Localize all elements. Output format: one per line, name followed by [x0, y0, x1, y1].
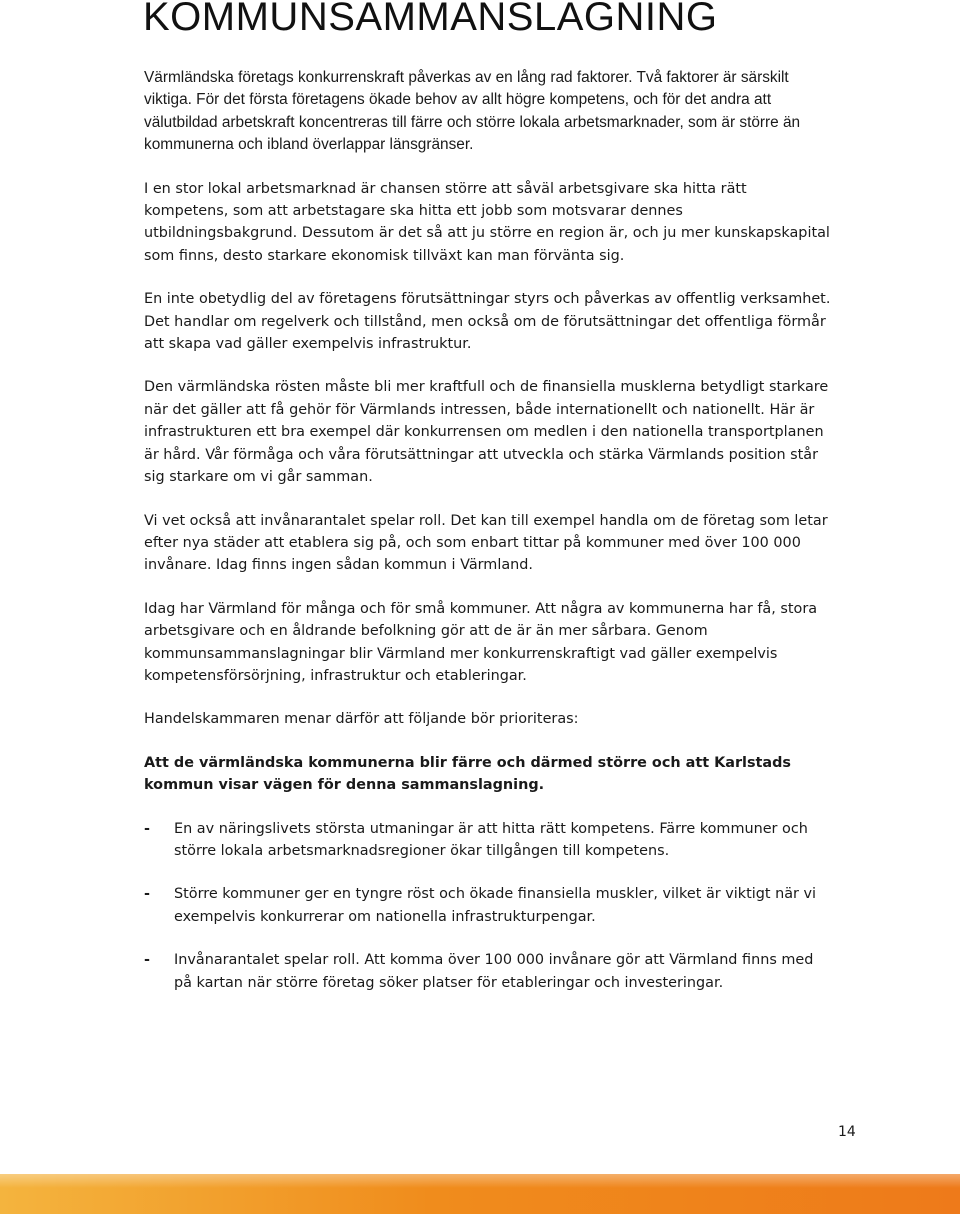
paragraph-public-sector: En inte obetydlig del av företagens förutsättningar styrs och påverkas av offentlig verksamhet. Det handlar om regelverk och tillstånd, men också om de förutsättningar det offentliga förmår att skapa vad gäller exempelvis infrastruktur.: [144, 291, 831, 353]
paragraph-voice: Den värmländska rösten måste bli mer kraftfull och de finansiella musklerna betydligt starkare när det gäller att få gehör för Värmlands intressen, både internationellt och nationellt. Här är infrastrukturen ett bra exempel där konkurrensen om medlen i den nationella transportplanen är hård. Vår förmåga och våra förutsättningar att utveckla och stärka Värmlands position står sig starkare om vi går samman.: [144, 379, 829, 486]
paragraph-population: Vi vet också att invånarantalet spelar roll. Det kan till exempel handla om de företag som letar efter nya städer att etablera sig på, och som enbart tittar på kommuner med över 100 000 invånare. Idag finns ingen sådan kommun i Värmland.: [144, 512, 828, 574]
priority-bullet-list: [144, 818, 834, 994]
list-item-text: Större kommuner ger en tyngre röst och ökade finansiella muskler, vilket är viktigt när vi exempelvis konkurrerar om nationella infrastrukturpengar.: [174, 886, 817, 925]
list-item: [144, 818, 834, 863]
bullet-dash: -: [144, 820, 150, 837]
paragraph-intro: Värmländska företags konkurrenskraft påverkas av en lång rad faktorer. Två faktorer är särskilt viktiga. För det första företagens ökade behov av allt högre kompetens, och för det andra att välutbildad arbetskraft koncentreras till färre och större lokala arbetsmarknader, som är större än kommunerna och ibland överlappar länsgränser.: [144, 69, 801, 154]
page-number: 14: [838, 1124, 856, 1140]
paragraph-priorities-intro: Handelskammaren menar därför att följande bör prioriteras:: [144, 711, 579, 728]
bullet-dash: -: [144, 886, 150, 903]
list-item: [144, 883, 834, 928]
paragraph-too-many-municipalities: Idag har Värmland för många och för små kommuner. Att några av kommunerna har få, stora arbetsgivare och en åldrande befolkning gör att de är än mer sårbara. Genom kommunsammanslagningar blir Värmland mer konkurrenskraftigt vad gäller exempelvis kompetensförsörjning, infrastruktur och etableringar.: [144, 600, 818, 684]
priority-statement: Att de värmländska kommunerna blir färre och därmed större och att Karlstads kommun visar vägen för denna sammanslagning.: [144, 754, 791, 794]
list-item-text: En av näringslivets största utmaningar är att hitta rätt kompetens. Färre kommuner och större lokala arbetsmarknadsregioner ökar tillgången till kompetens.: [174, 820, 808, 859]
list-item: [144, 949, 834, 994]
bullet-dash: -: [144, 952, 150, 969]
list-item-text: Invånarantalet spelar roll. Att komma över 100 000 invånare gör att Värmland finns med på kartan när större företag söker platser för etableringar och investeringar.: [174, 952, 814, 991]
footer-color-bar: [0, 1174, 960, 1214]
page-title: KOMMUNSAMMANSLAGNING: [143, 0, 718, 39]
document-body: [144, 67, 834, 994]
paragraph-labour-market: I en stor lokal arbetsmarknad är chansen större att såväl arbetsgivare ska hitta rätt kompetens, som att arbetstagare ska hitta ett jobb som motsvarar dennes utbildningsbakgrund. Dessutom är det så att ju större en region är, och ju mer kunskapskapital som finns, desto starkare ekonomisk tillväxt kan man förvänta sig.: [144, 180, 830, 264]
